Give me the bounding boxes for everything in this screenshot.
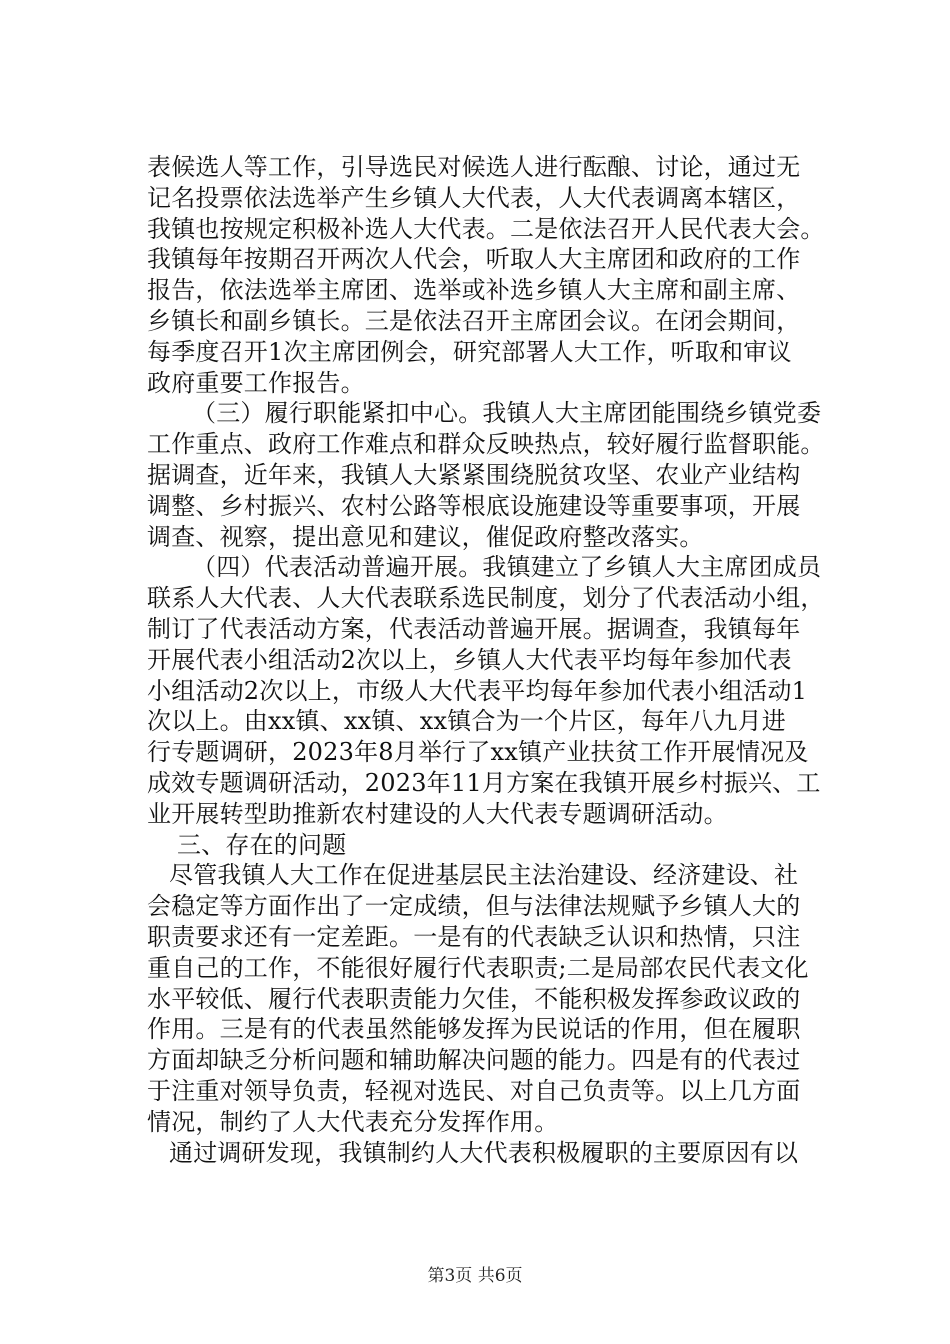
text-line: 行专题调研，2023年8月举行了xx镇产业扶贫工作开展情况及 <box>147 738 809 767</box>
text-line: 报告，依法选举主席团、选举或补选乡镇人大主席和副主席、 <box>147 276 801 305</box>
paragraph-start-line: 通过调研发现，我镇制约人大代表积极履职的主要原因有以 <box>169 1138 799 1167</box>
text-line: 表候选人等工作，引导选民对候选人进行酝酿、讨论，通过无 <box>147 153 801 181</box>
text-line: 方面却缺乏分析问题和辅助解决问题的能力。四是有的代表过 <box>147 1046 801 1075</box>
text-line: 会稳定等方面作出了一定成绩，但与法律法规赋予乡镇人大的 <box>147 892 801 921</box>
text-line: 业开展转型助推新农村建设的人大代表专题调研活动。 <box>147 799 728 828</box>
text-line: 我镇每年按期召开两次人代会，听取人大主席团和政府的工作 <box>147 245 801 274</box>
text-line: 重自己的工作，不能很好履行代表职责;二是局部农民代表文化 <box>147 953 809 982</box>
text-line: 开展代表小组活动2次以上，乡镇人大代表平均每年参加代表 <box>147 645 792 674</box>
text-line: 据调查，近年来，我镇人大紧紧围绕脱贫攻坚、农业产业结构 <box>147 460 801 489</box>
page-footer: 第3页 共6页 <box>427 1266 523 1286</box>
text-line: 制订了代表活动方案，代表活动普遍开展。据调查，我镇每年 <box>147 614 801 643</box>
text-line: 于注重对领导负责，轻视对选民、对自己负责等。以上几方面 <box>147 1076 801 1105</box>
text-line: 乡镇长和副乡镇长。三是依法召开主席团会议。在闭会期间， <box>147 306 801 335</box>
text-line: 职责要求还有一定差距。一是有的代表缺乏认识和热情，只注 <box>147 922 801 951</box>
text-line: 次以上。由xx镇、xx镇、xx镇合为一个片区，每年八九月进 <box>147 707 787 736</box>
text-line: 每季度召开1次主席团例会，研究部署人大工作，听取和审议 <box>147 337 792 366</box>
paragraph-start-line: （三）履行职能紧扣中心。我镇人大主席团能围绕乡镇党委 <box>192 399 822 428</box>
text-line: 政府重要工作报告。 <box>147 368 365 397</box>
text-line: 水平较低、履行代表职责能力欠佳，不能积极发挥参政议政的 <box>147 984 801 1013</box>
text-line: 记名投票依法选举产生乡镇人大代表，人大代表调离本辖区， <box>147 183 801 212</box>
text-line: 情况，制约了人大代表充分发挥作用。 <box>147 1107 559 1136</box>
text-line: 调查、视察，提出意见和建议，催促政府整改落实。 <box>147 522 704 551</box>
text-line: 成效专题调研活动，2023年11月方案在我镇开展乡村振兴、工 <box>147 768 821 797</box>
text-line: 联系人大代表、人大代表联系选民制度，划分了代表活动小组， <box>147 584 825 613</box>
text-line: 调整、乡村振兴、农村公路等根底设施建设等重要事项，开展 <box>147 491 801 520</box>
text-line: 我镇也按规定积极补选人大代表。二是依法召开人民代表大会。 <box>147 214 825 243</box>
paragraph-start-line: （四）代表活动普遍开展。我镇建立了乡镇人大主席团成员 <box>192 553 822 582</box>
section-heading: 三、存在的问题 <box>177 830 347 859</box>
text-line: 小组活动2次以上，市级人大代表平均每年参加代表小组活动1 <box>147 676 808 705</box>
text-line: 工作重点、政府工作难点和群众反映热点，较好履行监督职能。 <box>147 430 825 459</box>
document-body <box>147 152 854 1168</box>
text-line: 作用。三是有的代表虽然能够发挥为民说话的作用，但在履职 <box>147 1015 801 1044</box>
paragraph-start-line: 尽管我镇人大工作在促进基层民主法治建设、经济建设、社 <box>169 861 799 890</box>
